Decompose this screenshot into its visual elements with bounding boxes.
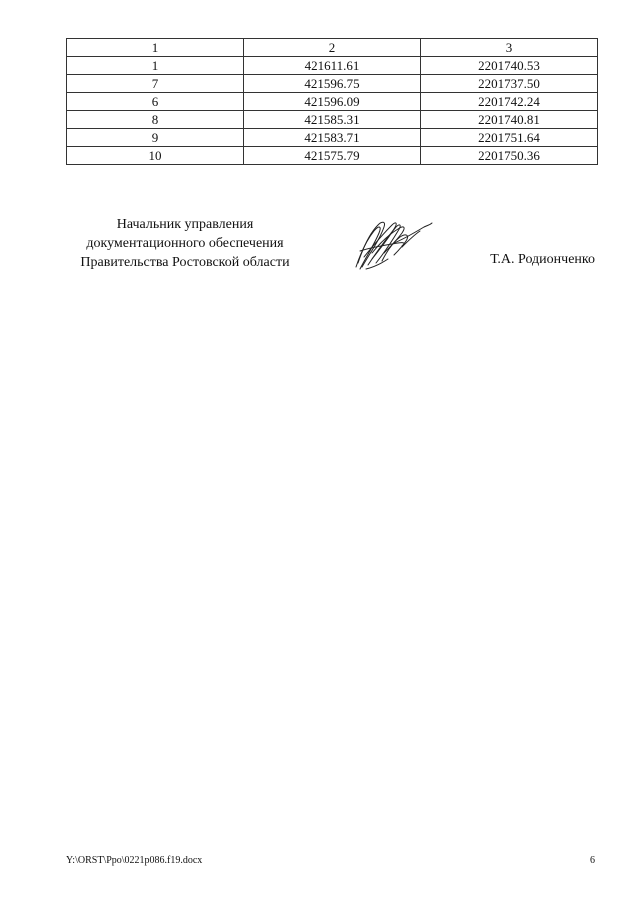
point-number-cell: 9 xyxy=(67,129,244,147)
table-row xyxy=(67,57,598,75)
y-coordinate-cell: 2201742.24 xyxy=(421,93,598,111)
position-line: документационного обеспечения xyxy=(86,236,284,251)
point-number-cell: 7 xyxy=(67,75,244,93)
y-coordinate-cell: 2201740.53 xyxy=(421,57,598,75)
table-header-cell: 1 xyxy=(67,39,244,57)
signatory-name: Т.А. Родионченко xyxy=(490,252,595,267)
handwritten-signature xyxy=(352,213,436,273)
signatory-position xyxy=(60,215,310,272)
page-number: 6 xyxy=(590,855,595,866)
table-header-cell: 2 xyxy=(244,39,421,57)
x-coordinate-cell: 421575.79 xyxy=(244,147,421,165)
x-coordinate-cell: 421596.75 xyxy=(244,75,421,93)
y-coordinate-cell: 2201737.50 xyxy=(421,75,598,93)
table-header-row xyxy=(67,39,598,57)
x-coordinate-cell: 421585.31 xyxy=(244,111,421,129)
point-number-cell: 8 xyxy=(67,111,244,129)
position-line: Правительства Ростовской области xyxy=(80,255,290,270)
x-coordinate-cell: 421596.09 xyxy=(244,93,421,111)
x-coordinate-cell: 421611.61 xyxy=(244,57,421,75)
table-row xyxy=(67,111,598,129)
y-coordinate-cell: 2201740.81 xyxy=(421,111,598,129)
table-row xyxy=(67,93,598,111)
point-number-cell: 6 xyxy=(67,93,244,111)
table-row xyxy=(67,75,598,93)
x-coordinate-cell: 421583.71 xyxy=(244,129,421,147)
point-number-cell: 1 xyxy=(67,57,244,75)
footer-file-path: Y:\ORST\Ppo\0221p086.f19.docx xyxy=(66,855,203,866)
table-row xyxy=(67,147,598,165)
table-header-cell: 3 xyxy=(421,39,598,57)
table-row xyxy=(67,129,598,147)
y-coordinate-cell: 2201750.36 xyxy=(421,147,598,165)
coordinates-table xyxy=(66,38,598,165)
y-coordinate-cell: 2201751.64 xyxy=(421,129,598,147)
point-number-cell: 10 xyxy=(67,147,244,165)
position-line: Начальник управления xyxy=(116,217,254,232)
